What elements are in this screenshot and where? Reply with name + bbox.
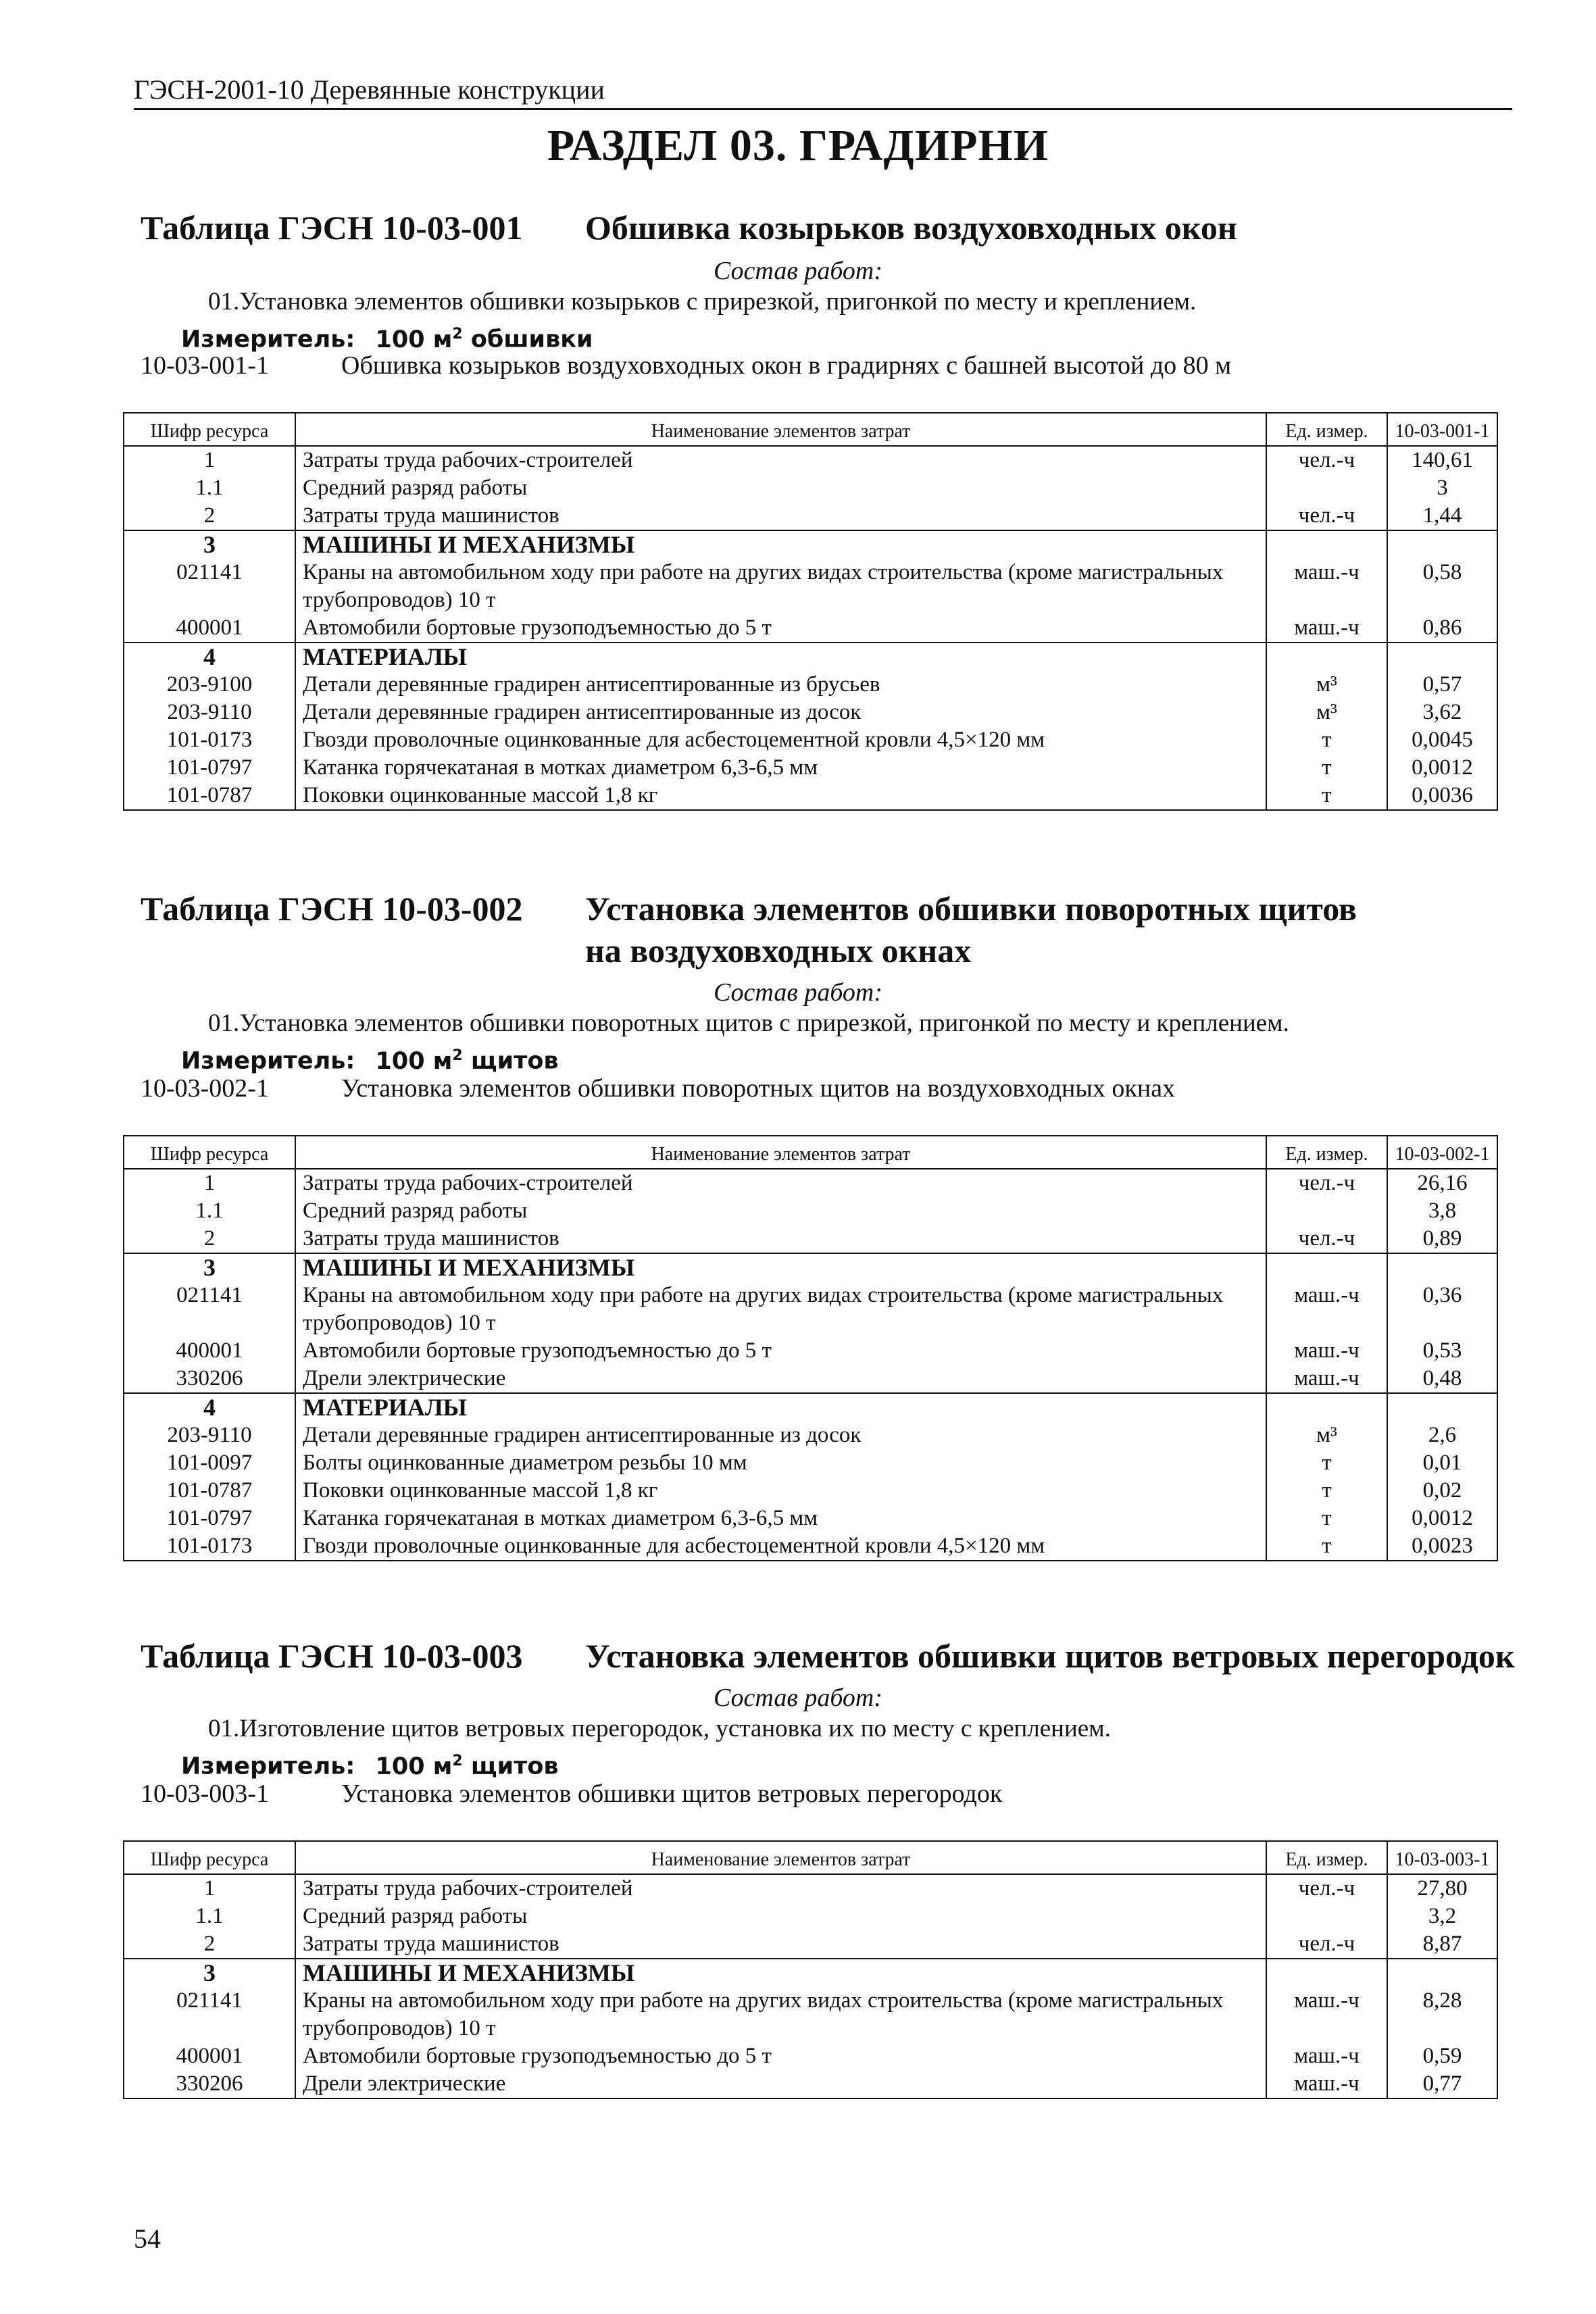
cell-code: 400001 (124, 614, 295, 643)
cell-name: Краны на автомобильном ходу при работе на других видах строительства (кроме магистральных трубопроводов) 10 т (295, 1282, 1266, 1337)
cell-code: 3 (124, 1959, 295, 1987)
table-label: Таблица ГЭСН 10-03-003 (141, 1637, 523, 1675)
header-name: Наименование элементов затрат (295, 1841, 1266, 1874)
cell-code: 2 (124, 1225, 295, 1253)
table-row (124, 474, 1497, 502)
table-row (124, 614, 1497, 643)
cell-value: 0,48 (1387, 1365, 1497, 1393)
cell-unit: т (1266, 726, 1387, 754)
table-row (124, 1874, 1497, 1903)
meter-value: 100 м (375, 1047, 453, 1075)
header-unit: Ед. измер. (1266, 1136, 1387, 1169)
table-row (124, 726, 1497, 754)
resource-table (123, 412, 1498, 811)
cell-unit: т (1266, 782, 1387, 810)
cell-code: 3 (124, 1253, 295, 1282)
cell-value: 0,57 (1387, 671, 1497, 699)
cell-code: 1.1 (124, 474, 295, 502)
cell-name: Поковки оцинкованные массой 1,8 кг (295, 1477, 1266, 1505)
cell-unit: маш.-ч (1266, 1282, 1387, 1337)
table-title-line-2: на воздуховходных окнах (585, 932, 972, 970)
cell-code: 1.1 (124, 1903, 295, 1930)
cell-value: 2,6 (1387, 1422, 1497, 1449)
cell-unit: м³ (1266, 671, 1387, 699)
cell-unit: чел.-ч (1266, 1930, 1387, 1959)
resource-table (123, 1135, 1498, 1561)
cell-code: 400001 (124, 2042, 295, 2070)
cell-unit: маш.-ч (1266, 614, 1387, 643)
table-row (124, 1987, 1497, 2042)
table-row (124, 1337, 1497, 1365)
cell-name: Краны на автомобильном ходу при работе на других видах строительства (кроме магистральных трубопроводов) 10 т (295, 559, 1266, 614)
cell-code: 203-9110 (124, 699, 295, 726)
cell-code: 101-0787 (124, 1477, 295, 1505)
table-row (124, 1532, 1497, 1561)
item-code: 10-03-003-1 (141, 1780, 269, 1808)
cell-code: 2 (124, 1930, 295, 1959)
resource-table (123, 1840, 1498, 2099)
meter-sup: 2 (452, 1753, 463, 1769)
cell-unit: чел.-ч (1266, 1225, 1387, 1253)
table-label: Таблица ГЭСН 10-03-001 (141, 209, 523, 247)
cell-code: 101-0097 (124, 1449, 295, 1477)
meter-sup: 2 (452, 1047, 463, 1064)
cell-name: Детали деревянные градирен антисептированные из досок (295, 1422, 1266, 1449)
meter-line (181, 1746, 559, 1782)
cell-value (1387, 1393, 1497, 1422)
header-value: 10-03-003-1 (1387, 1841, 1497, 1874)
cell-name: Затраты труда машинистов (295, 1225, 1266, 1253)
cell-name: Болты оцинкованные диаметром резьбы 10 мм (295, 1449, 1266, 1477)
cell-name: Гвозди проволочные оцинкованные для асбестоцементной кровли 4,5×120 мм (295, 1532, 1266, 1561)
table-row (124, 643, 1497, 671)
cell-unit: маш.-ч (1266, 2070, 1387, 2098)
cell-name: Затраты труда рабочих-строителей (295, 1874, 1266, 1903)
meter-object: щитов (470, 1753, 559, 1780)
cell-value: 0,0023 (1387, 1532, 1497, 1561)
cell-value (1387, 643, 1497, 671)
work-item: 01.Изготовление щитов ветровых перегородок, установка их по месту с креплением. (208, 1715, 1111, 1742)
cell-value: 0,59 (1387, 2042, 1497, 2070)
table-row (124, 1959, 1497, 1987)
table-title-line-1: Установка элементов обшивки щитов ветровых перегородок (585, 1637, 1515, 1675)
work-item: 01.Установка элементов обшивки поворотных щитов с прирезкой, пригонкой по месту и креплением. (208, 1009, 1289, 1037)
composition-label: Состав работ: (713, 978, 883, 1007)
table-row (124, 1393, 1497, 1422)
cell-code: 330206 (124, 2070, 295, 2098)
cell-code: 203-9100 (124, 671, 295, 699)
cell-code: 1 (124, 446, 295, 474)
table-row (124, 2070, 1497, 2098)
cell-unit: т (1266, 1449, 1387, 1477)
cell-code: 2 (124, 502, 295, 530)
page-number: 54 (134, 2223, 161, 2254)
running-header: ГЭСН-2001-10 Деревянные конструкции (134, 73, 1512, 110)
header-value: 10-03-002-1 (1387, 1136, 1497, 1169)
cell-value: 27,80 (1387, 1874, 1497, 1903)
table-title-line-1: Установка элементов обшивки поворотных щитов (585, 890, 1357, 928)
cell-name: Краны на автомобильном ходу при работе на других видах строительства (кроме магистральных трубопроводов) 10 т (295, 1987, 1266, 2042)
table-row (124, 2042, 1497, 2070)
item-description: Установка элементов обшивки поворотных щитов на воздуховходных окнах (341, 1074, 1176, 1103)
header-code: Шифр ресурса (124, 1136, 295, 1169)
cell-value: 0,53 (1387, 1337, 1497, 1365)
meter-label: Измеритель: (181, 1047, 355, 1075)
cell-value: 3 (1387, 474, 1497, 502)
cell-value: 3,62 (1387, 699, 1497, 726)
cell-name: Катанка горячекатаная в мотках диаметром 6,3-6,5 мм (295, 1505, 1266, 1532)
table-row (124, 1930, 1497, 1959)
header-unit: Ед. измер. (1266, 413, 1387, 446)
cell-unit: чел.-ч (1266, 1874, 1387, 1903)
cell-name: Затраты труда рабочих-строителей (295, 446, 1266, 474)
table-row (124, 754, 1497, 782)
cell-name: Затраты труда машинистов (295, 502, 1266, 530)
cell-code: 400001 (124, 1337, 295, 1365)
cell-name: Затраты труда машинистов (295, 1930, 1266, 1959)
cell-code: 3 (124, 530, 295, 559)
cell-name: Детали деревянные градирен антисептированные из досок (295, 699, 1266, 726)
composition-label: Состав работ: (713, 257, 883, 285)
table-row (124, 1422, 1497, 1449)
cell-unit: маш.-ч (1266, 2042, 1387, 2070)
cell-unit: маш.-ч (1266, 559, 1387, 614)
cell-value (1387, 1253, 1497, 1282)
meter-object: щитов (470, 1047, 559, 1075)
header-unit: Ед. измер. (1266, 1841, 1387, 1874)
cell-unit: т (1266, 1532, 1387, 1561)
cell-unit (1266, 1959, 1387, 1987)
table-row (124, 1477, 1497, 1505)
cell-value: 0,89 (1387, 1225, 1497, 1253)
table-label: Таблица ГЭСН 10-03-002 (141, 890, 523, 928)
cell-value (1387, 530, 1497, 559)
cell-value: 0,0045 (1387, 726, 1497, 754)
header-name: Наименование элементов затрат (295, 413, 1266, 446)
cell-unit (1266, 1903, 1387, 1930)
cell-value (1387, 1959, 1497, 1987)
table-row (124, 1505, 1497, 1532)
cell-unit: чел.-ч (1266, 502, 1387, 530)
cell-value: 0,36 (1387, 1282, 1497, 1337)
cell-name: Средний разряд работы (295, 474, 1266, 502)
cell-value: 0,01 (1387, 1449, 1497, 1477)
cell-name: МАТЕРИАЛЫ (295, 643, 1266, 671)
cell-unit (1266, 643, 1387, 671)
cell-name: МАШИНЫ И МЕХАНИЗМЫ (295, 530, 1266, 559)
cell-name: Автомобили бортовые грузоподъемностью до 5 т (295, 614, 1266, 643)
table-row (124, 1169, 1497, 1197)
cell-name: МАШИНЫ И МЕХАНИЗМЫ (295, 1959, 1266, 1987)
cell-value: 0,77 (1387, 2070, 1497, 2098)
table-row (124, 446, 1497, 474)
cell-name: МАШИНЫ И МЕХАНИЗМЫ (295, 1253, 1266, 1282)
cell-unit: маш.-ч (1266, 1337, 1387, 1365)
cell-code: 4 (124, 643, 295, 671)
cell-name: Средний разряд работы (295, 1903, 1266, 1930)
cell-code: 101-0787 (124, 782, 295, 810)
table-row (124, 1225, 1497, 1253)
table-title-line-1: Обшивка козырьков воздуховходных окон (585, 209, 1237, 247)
cell-value: 0,0036 (1387, 782, 1497, 810)
table-row (124, 502, 1497, 530)
cell-code: 021141 (124, 1282, 295, 1337)
cell-name: Автомобили бортовые грузоподъемностью до 5 т (295, 2042, 1266, 2070)
cell-value: 3,2 (1387, 1903, 1497, 1930)
cell-code: 101-0173 (124, 726, 295, 754)
cell-value: 0,0012 (1387, 1505, 1497, 1532)
cell-code: 101-0173 (124, 1532, 295, 1561)
meter-line (181, 1040, 559, 1077)
item-description: Обшивка козырьков воздуховходных окон в градирнях с башней высотой до 80 м (341, 351, 1232, 380)
cell-code: 101-0797 (124, 754, 295, 782)
cell-name: Гвозди проволочные оцинкованные для асбестоцементной кровли 4,5×120 мм (295, 726, 1266, 754)
table-row (124, 1197, 1497, 1225)
table-row (124, 1903, 1497, 1930)
table-row (124, 1282, 1497, 1337)
table-row (124, 1253, 1497, 1282)
cell-unit: т (1266, 1505, 1387, 1532)
cell-unit (1266, 1253, 1387, 1282)
cell-value: 0,86 (1387, 614, 1497, 643)
cell-unit (1266, 530, 1387, 559)
header-code: Шифр ресурса (124, 1841, 295, 1874)
cell-unit (1266, 1197, 1387, 1225)
meter-value: 100 м (375, 1753, 453, 1780)
item-code: 10-03-001-1 (141, 351, 269, 380)
meter-label: Измеритель: (181, 326, 355, 353)
cell-value: 26,16 (1387, 1169, 1497, 1197)
table-row (124, 559, 1497, 614)
table-row (124, 1449, 1497, 1477)
cell-value: 0,0012 (1387, 754, 1497, 782)
cell-value: 1,44 (1387, 502, 1497, 530)
item-code-line (141, 350, 1232, 381)
cell-code: 1.1 (124, 1197, 295, 1225)
cell-code: 330206 (124, 1365, 295, 1393)
header-name: Наименование элементов затрат (295, 1136, 1266, 1169)
cell-value: 3,8 (1387, 1197, 1497, 1225)
cell-code: 101-0797 (124, 1505, 295, 1532)
cell-code: 203-9110 (124, 1422, 295, 1449)
cell-name: Катанка горячекатаная в мотках диаметром 6,3-6,5 мм (295, 754, 1266, 782)
cell-name: Средний разряд работы (295, 1197, 1266, 1225)
cell-unit: чел.-ч (1266, 1169, 1387, 1197)
cell-unit (1266, 474, 1387, 502)
cell-unit: чел.-ч (1266, 446, 1387, 474)
item-code-line (141, 1778, 1003, 1809)
cell-unit: м³ (1266, 699, 1387, 726)
cell-value: 0,58 (1387, 559, 1497, 614)
item-code: 10-03-002-1 (141, 1074, 269, 1103)
cell-value: 140,61 (1387, 446, 1497, 474)
cell-code: 021141 (124, 559, 295, 614)
cell-value: 0,02 (1387, 1477, 1497, 1505)
header-value: 10-03-001-1 (1387, 413, 1497, 446)
cell-unit: маш.-ч (1266, 1987, 1387, 2042)
table-row (124, 782, 1497, 810)
cell-value: 8,28 (1387, 1987, 1497, 2042)
meter-sup: 2 (452, 326, 463, 343)
section-title: РАЗДЕЛ 03. ГРАДИРНИ (547, 121, 1049, 170)
table-row (124, 530, 1497, 559)
cell-unit: т (1266, 1477, 1387, 1505)
composition-label: Состав работ: (713, 1684, 883, 1712)
table-row (124, 699, 1497, 726)
work-item: 01.Установка элементов обшивки козырьков с прирезкой, пригонкой по месту и креплением. (208, 288, 1197, 316)
cell-unit: маш.-ч (1266, 1365, 1387, 1393)
item-code-line (141, 1073, 1176, 1104)
header-code: Шифр ресурса (124, 413, 295, 446)
meter-object: обшивки (470, 326, 593, 353)
item-description: Установка элементов обшивки щитов ветровых перегородок (341, 1780, 1003, 1808)
cell-code: 1 (124, 1874, 295, 1903)
cell-name: Дрели электрические (295, 2070, 1266, 2098)
cell-name: МАТЕРИАЛЫ (295, 1393, 1266, 1422)
cell-code: 4 (124, 1393, 295, 1422)
meter-label: Измеритель: (181, 1753, 355, 1780)
cell-code: 1 (124, 1169, 295, 1197)
table-row (124, 1365, 1497, 1393)
meter-value: 100 м (375, 326, 453, 353)
cell-name: Автомобили бортовые грузоподъемностью до 5 т (295, 1337, 1266, 1365)
cell-name: Поковки оцинкованные массой 1,8 кг (295, 782, 1266, 810)
cell-name: Детали деревянные градирен антисептированные из брусьев (295, 671, 1266, 699)
cell-unit: м³ (1266, 1422, 1387, 1449)
cell-unit: т (1266, 754, 1387, 782)
table-row (124, 671, 1497, 699)
cell-code: 021141 (124, 1987, 295, 2042)
cell-value: 8,87 (1387, 1930, 1497, 1959)
cell-name: Затраты труда рабочих-строителей (295, 1169, 1266, 1197)
cell-name: Дрели электрические (295, 1365, 1266, 1393)
cell-unit (1266, 1393, 1387, 1422)
